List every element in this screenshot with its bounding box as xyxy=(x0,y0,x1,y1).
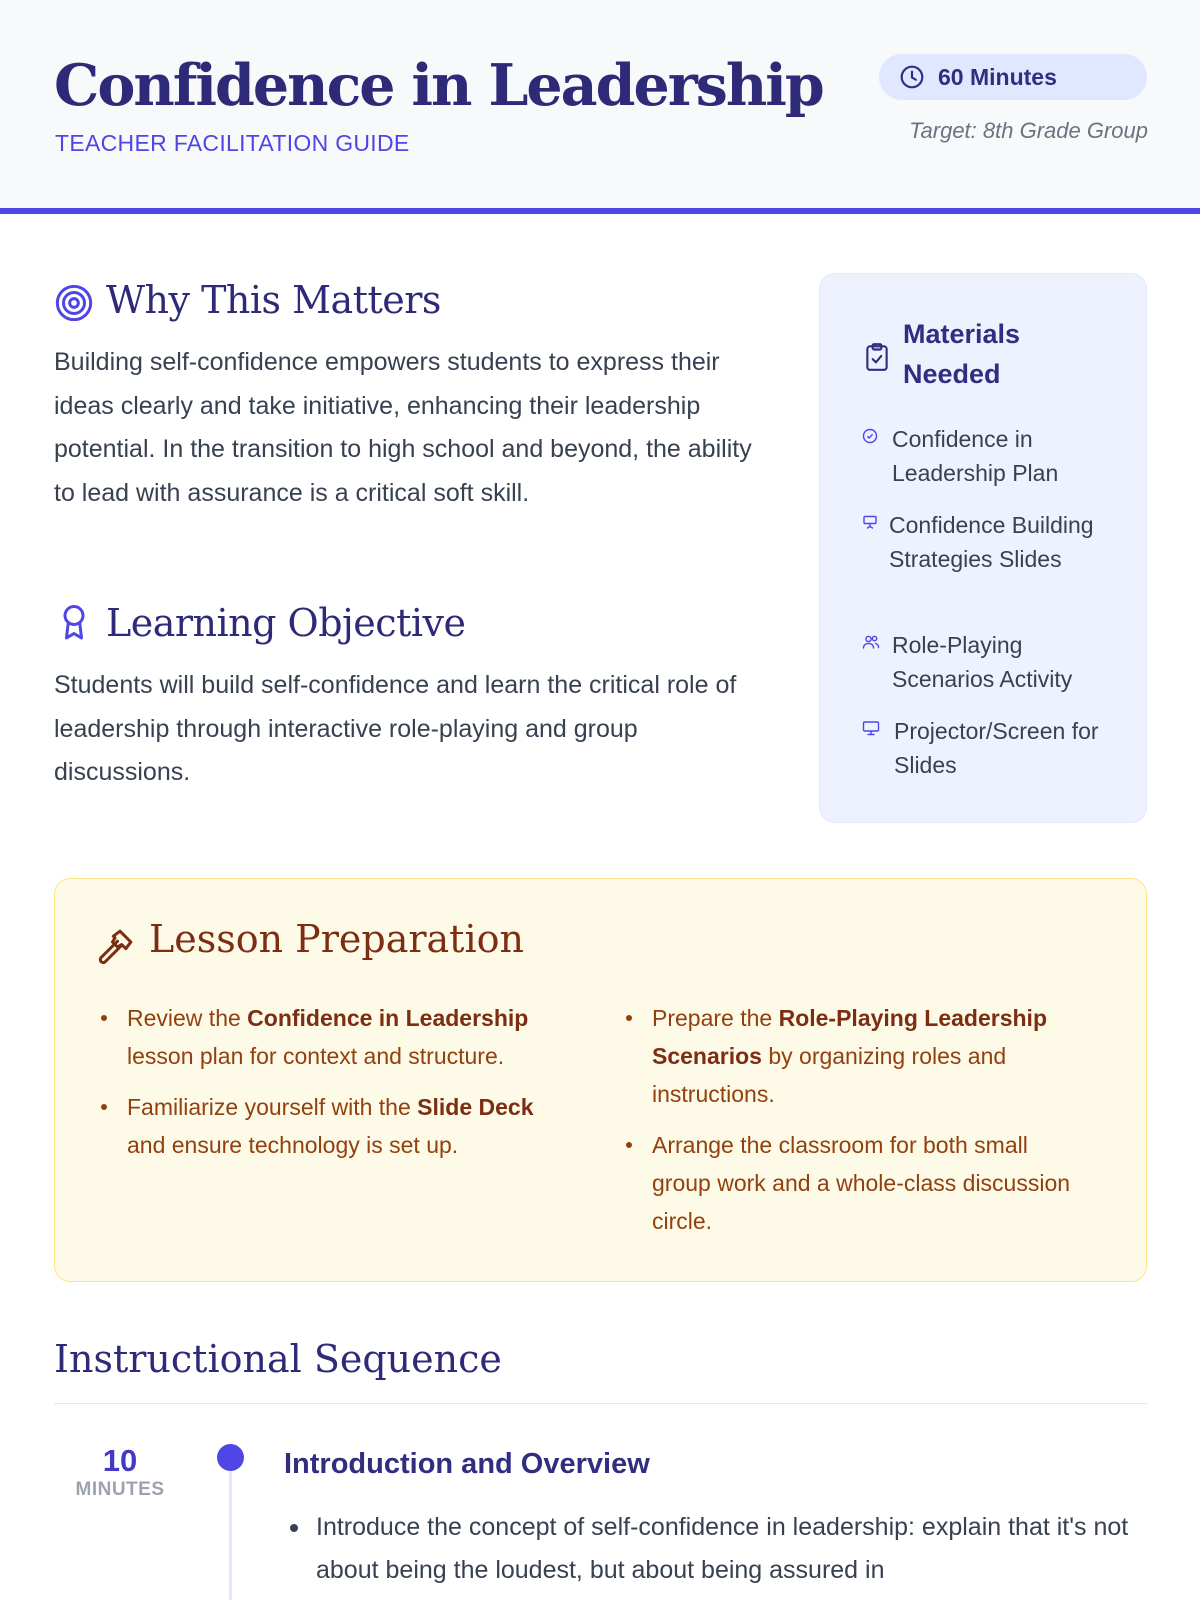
clock-icon xyxy=(899,64,925,90)
target-audience: Target: 8th Grade Group xyxy=(909,118,1148,143)
duration-label: 60 Minutes xyxy=(938,63,1057,90)
material-label: Confidence Building Strategies Slides xyxy=(889,512,1094,572)
page-title: Confidence in Leadership xyxy=(54,52,823,119)
materials-card xyxy=(819,273,1147,823)
list-item: Familiarize yourself with the Slide Deck and ensure technology is set up. xyxy=(107,1088,577,1164)
step-minutes-unit: MINUTES xyxy=(75,1479,165,1500)
clipboard-check-icon xyxy=(864,342,890,372)
monitor-icon xyxy=(862,720,880,736)
step-bullet-text: Introduce the concept of self-confidence in leadership: explain that it's not about being the loudest, but about being assured in xyxy=(316,1513,1129,1584)
materials-title: Materials Needed xyxy=(903,319,1021,389)
duration-badge xyxy=(879,54,1147,100)
hammer-icon xyxy=(95,927,135,967)
sequence-heading: Instructional Sequence xyxy=(54,1337,502,1381)
step-minutes: 10 xyxy=(102,1443,138,1478)
target-icon xyxy=(54,283,94,323)
preparation-list-right xyxy=(632,999,1092,1253)
divider xyxy=(54,1403,1147,1404)
why-body: Building self-confidence empowers students to express their ideas clearly and take initiative, enhancing their leadership potential. In the transition to high school and beyond, the ability to lead with assurance is a critical soft skill. xyxy=(54,348,752,507)
page-subtitle: TEACHER FACILITATION GUIDE xyxy=(55,130,410,156)
material-label: Role-Playing Scenarios Activity xyxy=(892,632,1073,692)
award-icon xyxy=(56,603,92,643)
list-item: Prepare the Role-Playing Leadership Scenarios by organizing roles and instructions. xyxy=(632,999,1092,1113)
step-title: Introduction and Overview xyxy=(284,1448,650,1480)
timeline-dot xyxy=(217,1444,244,1471)
presentation-icon xyxy=(862,514,878,530)
lesson-preparation-card xyxy=(54,878,1147,1282)
list-item: Review the Confidence in Leadership lesson plan for context and structure. xyxy=(107,999,577,1075)
bullet-dot xyxy=(290,1524,298,1532)
material-label: Projector/Screen for Slides xyxy=(894,718,1099,778)
page-header xyxy=(0,0,1200,214)
preparation-heading: Lesson Preparation xyxy=(149,917,524,961)
check-circle-icon xyxy=(862,428,878,444)
objective-body: Students will build self-confidence and learn the critical role of leadership through interactive role-playing and group discussions. xyxy=(54,671,737,786)
timeline-line xyxy=(229,1458,232,1600)
list-item: Arrange the classroom for both small group work and a whole-class discussion circle. xyxy=(632,1126,1092,1240)
why-heading: Why This Matters xyxy=(106,278,441,322)
preparation-list-left xyxy=(107,999,577,1177)
objective-heading: Learning Objective xyxy=(106,601,466,645)
users-icon xyxy=(862,634,880,650)
material-label: Confidence in Leadership Plan xyxy=(892,426,1059,486)
